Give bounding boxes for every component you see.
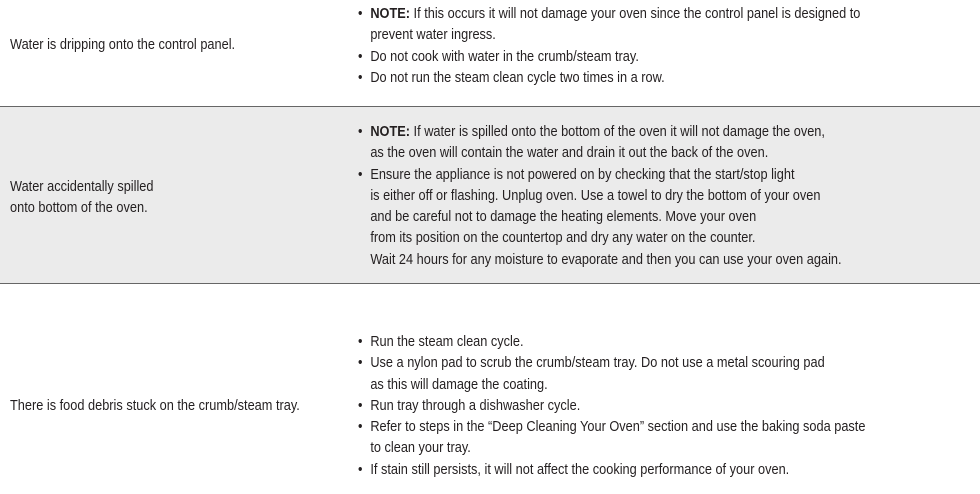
- solution-text: Do not run the steam clean cycle two times in a row.: [370, 69, 665, 86]
- solution-text: Do not cook with water in the crumb/steam tray.: [370, 48, 639, 65]
- solution-text: Wait 24 hours for any moisture to evaporate and then you can use your oven again.: [370, 251, 842, 268]
- solutions-list: [358, 122, 842, 271]
- solutions-list: [358, 332, 865, 481]
- table-row: [0, 284, 980, 494]
- solution-text: If stain still persists, it will not affect the cooking performance of your oven.: [370, 461, 790, 478]
- bullet-icon: •: [358, 334, 363, 350]
- problem-text: There is food debris stuck on the crumb/steam tray.: [10, 398, 300, 414]
- problem-text: Water accidentally spilled: [10, 179, 154, 195]
- bullet-icon: •: [358, 397, 363, 414]
- solution-item: [358, 47, 860, 68]
- solution-text: If this occurs it will not damage your oven since the control panel is designed to: [410, 6, 861, 22]
- table-row: [0, 106, 980, 284]
- solution-text: Run tray through a dishwasher cycle.: [370, 397, 581, 414]
- solution-item: [358, 353, 865, 396]
- problem-cell: [10, 396, 300, 417]
- solution-item: [358, 68, 860, 89]
- bullet-icon: •: [358, 69, 363, 86]
- solution-item: [358, 417, 865, 460]
- note-label: NOTE:: [370, 124, 411, 140]
- problem-cell: [10, 177, 300, 219]
- solution-item: [358, 460, 865, 481]
- bullet-icon: •: [358, 461, 363, 478]
- problem-cell: [10, 35, 300, 56]
- solution-text: Use a nylon pad to scrub the crumb/steam tray. Do not use a metal scouring pad: [370, 355, 825, 372]
- bullet-icon: •: [358, 48, 363, 65]
- note-label: NOTE:: [370, 6, 411, 22]
- problem-text: onto bottom of the oven.: [10, 200, 148, 216]
- solution-text: is either off or flashing. Unplug oven. Use a towel to dry the bottom of your oven: [370, 187, 821, 204]
- solution-item: [358, 165, 842, 271]
- solutions-list: [358, 4, 860, 89]
- bullet-icon: •: [358, 166, 363, 183]
- solution-item: [358, 4, 860, 47]
- solution-text: as the oven will contain the water and drain it out the back of the oven.: [370, 145, 769, 162]
- solution-text: Ensure the appliance is not powered on by checking that the start/stop light: [370, 166, 795, 183]
- solution-item: [358, 396, 865, 417]
- solution-text: If water is spilled onto the bottom of the oven it will not damage the oven,: [410, 124, 825, 140]
- solution-text: to clean your tray.: [370, 440, 471, 457]
- bullet-icon: •: [358, 6, 363, 22]
- solution-item: [358, 332, 865, 353]
- solution-text: prevent water ingress.: [370, 27, 496, 44]
- solution-text: as this will damage the coating.: [370, 376, 548, 393]
- bullet-icon: •: [358, 124, 363, 140]
- solution-item: [358, 122, 842, 165]
- bullet-icon: •: [358, 355, 363, 372]
- solution-text: from its position on the countertop and dry any water on the counter.: [370, 230, 756, 247]
- solution-text: Run the steam clean cycle.: [370, 334, 524, 350]
- solution-text: and be careful not to damage the heating elements. Move your oven: [370, 209, 757, 226]
- table-row: [0, 0, 980, 106]
- problem-text: Water is dripping onto the control panel.: [10, 37, 236, 53]
- solution-text: Refer to steps in the “Deep Cleaning Your Oven” section and use the baking soda paste: [370, 419, 866, 436]
- bullet-icon: •: [358, 419, 363, 436]
